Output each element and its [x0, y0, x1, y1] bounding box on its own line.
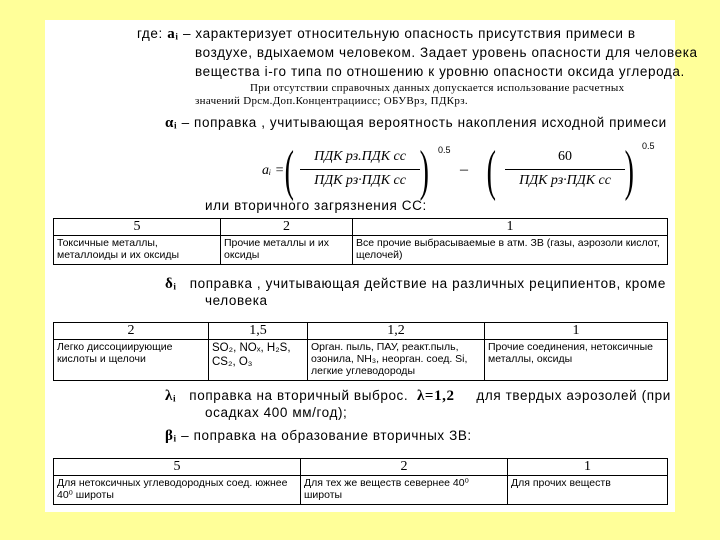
formula	[250, 140, 670, 203]
denominator-1: ПДК рз·ПДК сс	[314, 173, 406, 188]
alpha-symbol: αᵢ	[165, 115, 178, 131]
beta-table	[53, 458, 668, 505]
delta-table	[53, 322, 668, 381]
right-paren-1: )	[419, 140, 429, 202]
beta-table-cell: Для нетоксичных углеводородных соед. южнее 40⁰ широты	[54, 476, 301, 505]
beta-table-header: 5	[54, 459, 301, 476]
alpha-table-header: 2	[221, 219, 353, 236]
lambda-definition-cont: для твердых аэрозолей (при	[476, 388, 671, 403]
alpha-table-cell: Токсичные металлы, металлоиды и их оксиды	[54, 236, 221, 265]
note-line-2: значений Dрсм.Доп.Концентрацииcc; ОБУВрз, ПДКрз.	[195, 95, 468, 107]
beta-symbol: βᵢ	[165, 428, 177, 444]
delta-symbol: δᵢ	[165, 276, 177, 292]
document-page	[45, 20, 698, 512]
lambda-equation: λ=1,2	[416, 388, 455, 404]
delta-table-header: 1	[485, 323, 668, 340]
lambda-symbol: λᵢ	[165, 388, 177, 404]
definition-line-2: воздухе, вдыхаемом человеком. Задает уровень опасности для человека	[195, 45, 698, 60]
alpha-table-cell: Все прочие выбрасываемые в атм. ЗВ (газы, аэрозоли кислот, щелочей)	[353, 236, 668, 265]
delta-table-cell: Легко диссоциирующие кислоты и щелочи	[54, 340, 209, 381]
alpha-definition: – поправка , учитывающая вероятность накопления исходной примеси	[181, 115, 667, 130]
intro-line	[137, 26, 636, 43]
gases-line-2: CS₂, O₃	[212, 356, 253, 368]
left-paren-2: (	[486, 140, 496, 202]
definition-line-3: вещества i-го типа по отношению к уровню опасности оксида углерода.	[195, 64, 685, 79]
delta-line-2: человека	[205, 293, 268, 308]
delta-table-header: 1,2	[308, 323, 485, 340]
delta-table-cell: Орган. пыль, ПАУ, реакт.пыль, озонила, NH₃, неорган. соед. Si, легкие углеводороды	[308, 340, 485, 381]
beta-line	[165, 428, 472, 445]
a-definition: – характеризует относительную опасность присутствия примеси в	[182, 26, 636, 41]
beta-definition: – поправка на образование вторичных ЗВ:	[181, 428, 472, 443]
lambda-definition: поправка на вторичный выброс.	[189, 388, 409, 403]
formula-lhs: aᵢ =	[262, 163, 285, 178]
fraction-bar-2	[505, 169, 625, 170]
delta-table-cell: Прочие соединения, нетоксичные металлы, оксиды	[485, 340, 668, 381]
lambda-line-2: осадках 400 мм/год);	[205, 405, 348, 420]
right-paren-2: )	[624, 140, 634, 202]
beta-table-cell: Для прочих веществ	[508, 476, 668, 505]
left-paren-1: (	[284, 140, 294, 202]
numerator-2: 60	[558, 149, 572, 164]
exponent-2: 0.5	[642, 141, 655, 151]
delta-table-cell	[209, 340, 308, 381]
delta-line	[165, 276, 666, 293]
beta-table-header: 2	[301, 459, 508, 476]
beta-table-cell: Для тех же веществ севернее 40⁰ широты	[301, 476, 508, 505]
denominator-2: ПДК рз·ПДК сс	[519, 173, 611, 188]
delta-table-header: 2	[54, 323, 209, 340]
numerator-1: ПДК рз.ПДК сс	[314, 149, 406, 164]
intro-prefix: где:	[137, 26, 163, 41]
fraction-bar-1	[300, 169, 420, 170]
alpha-table-cell: Прочие металлы и их оксиды	[221, 236, 353, 265]
note-line-1: При отсутствии справочных данных допускается использование расчетных	[250, 82, 625, 94]
alpha-table-header: 1	[353, 219, 668, 236]
lambda-line	[165, 388, 671, 405]
a-symbol: aᵢ	[167, 26, 179, 42]
delta-table-header: 1,5	[209, 323, 308, 340]
alpha-line	[165, 115, 667, 132]
beta-table-header: 1	[508, 459, 668, 476]
alpha-table-header: 5	[54, 219, 221, 236]
minus-sign: –	[460, 161, 468, 178]
gases-line-1: SO₂, NOₓ, H₂S,	[212, 342, 291, 354]
secondary-pollution-line: или вторичного загрязнения СС:	[205, 198, 427, 213]
exponent-1: 0.5	[438, 145, 451, 155]
alpha-table	[53, 218, 668, 265]
delta-definition: поправка , учитывающая действие на различных реципиентов, кроме	[189, 276, 666, 291]
